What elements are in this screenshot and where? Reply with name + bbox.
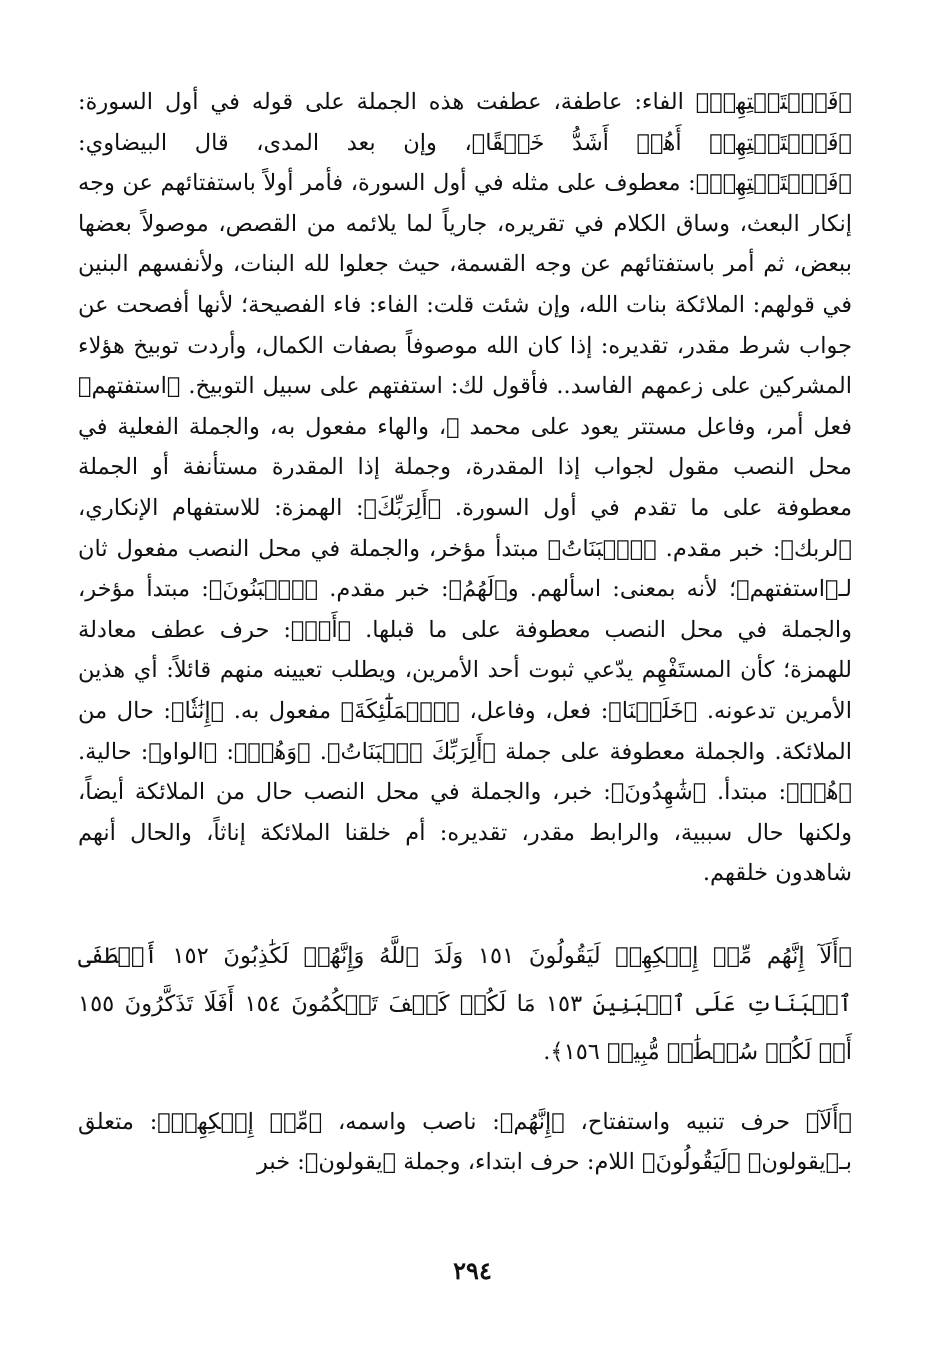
commentary-paragraph-continued: ﴿أَلَآ﴾ حرف تنبيه واستفتاح، ﴿إِنَّهُم﴾: ناصب واسمه، ﴿مِّنۡ إِفۡكِهِمۡ﴾: متعلق بـ﴿يقولون﴾ ﴿لَيَقُولُونَ﴾ اللام: حرف ابتداء، وجملة ﴿يقولون﴾: خبر xyxy=(78,1108,852,1176)
page-content xyxy=(78,82,852,1206)
quran-verses-block: ﴿أَلَآ إِنَّهُم مِّنۡ إِفۡكِهِمۡ لَيَقُولُونَ ١٥١ وَلَدَ ٱللَّهُ وَإِنَّهُمۡ لَكَٰذِبُونَ ١٥٢ أَصۡطَفَى ٱلۡبَنَاتِ عَلَى ٱلۡبَنِينَ ١٥٣ مَا لَكُمۡ كَيۡفَ تَحۡكُمُونَ ١٥٤ أَفَلَا تَذَكَّرُونَ ١٥٥ أَمۡ لَكُمۡ سُلۡطَٰنٞ مُّبِينٞ ١٥٦﴾. xyxy=(78,942,852,1065)
commentary-paragraph: ﴿فَٱسۡتَفۡتِهِمۡ﴾ الفاء: عاطفة، عطفت هذه الجملة على قوله في أول السورة: ﴿فَٱسۡتَفۡتِهِمۡ أَهُمۡ أَشَدُّ خَلۡقًا﴾، وإن بعد المدى، قال البيضاوي: ﴿فَٱسۡتَفۡتِهِمۡ﴾: معطوف على مثله في أول السورة، فأمر أولاً باستفتائهم عن وجه إنكار البعث، وساق الكلام في تقريره، جارياً لما يلائمه من القصص، موصولاً بعضها ببعض، ثم أمر باستفتائهم عن وجه القسمة، حيث جعلوا لله البنات، ولأنفسهم البنين في قولهم: الملائكة بنات الله، وإن شئت قلت: الفاء: فاء الفصيحة؛ لأنها أفصحت عن جواب شرط مقدر، تقديره: إذا كان الله موصوفاً بصفات الكمال، وأردت توبيخ هؤلاء المشركين على زعمهم الفاسد.. فأقول لك: استفتهم على سبيل التوبيخ. ﴿استفتهم﴾ فعل أمر، وفاعل مستتر يعود على محمد ﷺ، والهاء مفعول به، والجملة الفعلية في محل النصب مقول لجواب إذا المقدرة، وجملة إذا المقدرة مستأنفة أو الجملة معطوفة على ما تقدم في أول السورة. ﴿أَلِرَبِّكَ﴾: الهمزة: للاستفهام الإنكاري، ﴿لربك﴾: خبر مقدم. ﴿ٱلۡبَنَاتُ﴾ مبتدأ مؤخر، والجملة في محل النصب مفعول ثان لـ﴿استفتهم﴾؛ لأنه بمعنى: اسألهم. و﴿لَهُمُ﴾: خبر مقدم. ﴿ٱلۡبَنُونَ﴾: مبتدأ مؤخر، والجملة في محل النصب معطوفة على ما قبلها. ﴿أَمۡ﴾: حرف عطف معادلة للهمزة؛ كأن المستَفْهِم يدّعي ثبوت أحد الأمرين، ويطلب تعيينه منهم قائلاً: أي هذين الأمرين تدعونه. ﴿خَلَقۡنَا﴾: فعل، وفاعل، ﴿ٱلۡمَلَٰٓئِكَةَ﴾ مفعول به. ﴿إِنَٰثٗا﴾: حال من الملائكة. والجملة معطوفة على جملة ﴿أَلِرَبِّكَ ٱلۡبَنَاتُ﴾. ﴿وَهُمۡ﴾: ﴿الواو﴾: حالية. ﴿هُمۡ﴾: مبتدأ. ﴿شَٰهِدُونَ﴾: خبر، والجملة في محل النصب حال من الملائكة أيضاً، ولكنها حال سببية، والرابط مقدر، تقديره: أم خلقنا الملائكة إناثاً، والحال أنهم شاهدون خلقهم. xyxy=(78,89,852,887)
page-number: ٢٩٤ xyxy=(453,1256,492,1285)
